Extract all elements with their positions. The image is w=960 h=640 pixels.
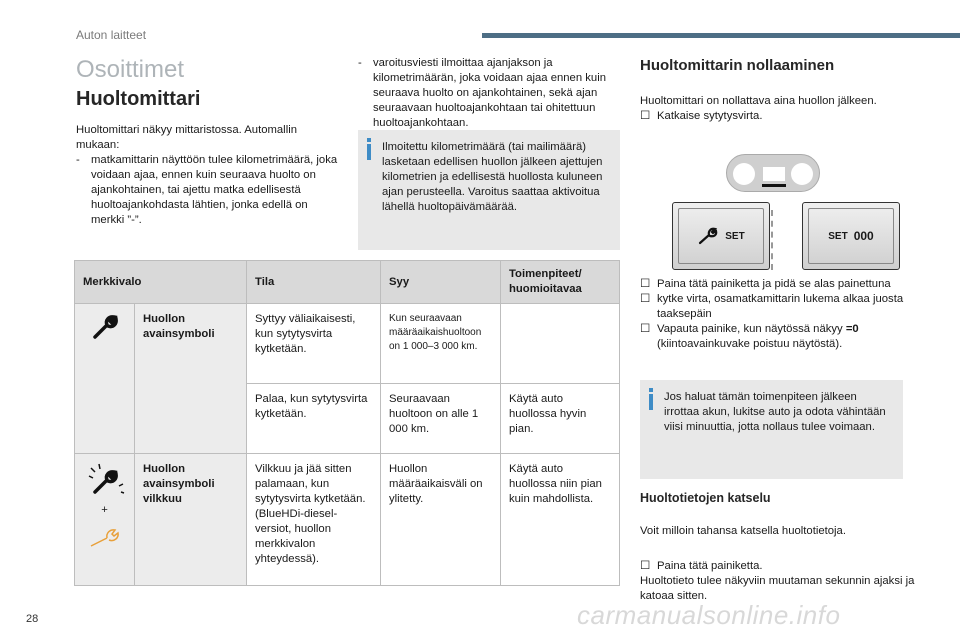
checkbox-bullet-icon: ☐ — [640, 110, 651, 122]
button-label-digits: 000 — [853, 229, 874, 243]
wrench-outline-icon — [85, 524, 125, 552]
table-header-row — [75, 261, 620, 304]
section-title: Huoltomittarin nollaaminen — [640, 57, 835, 74]
info-text: Ilmoitettu kilometrimäärä (tai mailimäärä) lasketaan edellisen huollon jälkeen ajettujen kilometrien ja edellisestä huollosta kuluneen ajan perusteella. Varoitus saattaa aktivoitua lähellä huoltopäivämäärää. — [382, 141, 603, 213]
list-item-text — [657, 322, 915, 352]
table-cell: Huollon määräaikaisväli on ylitetty. — [381, 454, 501, 586]
dashed-divider — [771, 210, 773, 270]
table-cell — [75, 454, 135, 586]
list-item-text: kytke virta, osamatkamittarin lukema alkaa juosta taaksepäin — [657, 293, 904, 320]
table-row — [75, 304, 620, 384]
blinking-wrench-icon — [85, 462, 125, 498]
watermark: carmanualsonline.info — [577, 600, 841, 630]
reset-intro — [640, 94, 910, 124]
paragraph: Voit milloin tahansa katsella huoltotietoja. — [640, 525, 846, 537]
dash-bullet: - — [358, 57, 362, 69]
list-item — [640, 292, 915, 322]
list-item-text: varoitusviesti ilmoittaa ajanjakson ja kilometrimäärän, joka voidaan ajaa ennen kuin seuraava huolto on ajankohtainen, sekä ajan seuraavaan huoltoajankohtaan tai ohitettuun huoltoajankohtaan. — [373, 57, 606, 129]
section-header: Auton laitteet — [76, 28, 147, 42]
list-item-text: Paina tätä painiketta ja pidä se alas painettuna — [657, 278, 891, 290]
page-number: 28 — [26, 613, 39, 625]
text-part: Vapauta painike, kun näytössä näkyy — [657, 323, 846, 335]
view-steps — [640, 559, 915, 604]
button-label: SET — [828, 230, 848, 242]
text-bold: =0 — [845, 323, 859, 335]
indicator-name: Huollon avainsymboli vilkkuu — [135, 454, 247, 586]
table-row — [75, 454, 620, 586]
plus-sign: + — [101, 504, 108, 516]
header-bar — [482, 33, 960, 38]
table-cell — [75, 304, 135, 454]
button-label: SET — [725, 230, 745, 242]
checkbox-bullet-icon: ☐ — [640, 293, 651, 305]
set-button-wrench[interactable] — [672, 202, 770, 270]
set-000-button[interactable] — [802, 202, 900, 270]
info-box — [358, 130, 620, 250]
table-cell: Vilkkuu ja jää sitten palamaan, kun sytytysvirta kytketään. (BlueHDi-diesel-versiot, huollon merkkivalon yhteydessä). — [247, 454, 381, 586]
intro-text-block — [76, 123, 341, 228]
indicator-table — [74, 260, 620, 586]
list-item — [640, 277, 915, 292]
table-cell — [501, 304, 620, 384]
info-icon — [649, 394, 653, 410]
list-item — [640, 109, 910, 124]
list-item-text: Paina tätä painiketta. — [657, 560, 763, 572]
list-item — [358, 56, 620, 131]
button-frame — [678, 208, 764, 264]
wrench-icon — [90, 312, 120, 342]
continued-list — [358, 56, 620, 131]
page-title: Huoltomittari — [76, 88, 201, 110]
table-cell: Käytä auto huollossa niin pian kuin mahdollista. — [501, 454, 620, 586]
dial — [733, 163, 755, 185]
info-icon — [367, 144, 371, 160]
table-cell: Käytä auto huollossa hyvin pian. — [501, 384, 620, 454]
dial — [791, 163, 813, 185]
dash-bullet: - — [76, 154, 80, 166]
table-cell: Kun seuraavaan määräaikaishuoltoon on 1 000–3 000 km. — [381, 304, 501, 384]
list-item-text: Katkaise sytytysvirta. — [657, 110, 763, 122]
display-screen — [763, 167, 785, 181]
list-item — [640, 322, 915, 352]
table-cell: Palaa, kun sytytysvirta kytketään. — [247, 384, 381, 454]
section-title: Huoltotietojen katselu — [640, 491, 771, 505]
text-part: (kiintoavainkuvake poistuu näytöstä). — [657, 338, 843, 350]
chapter-subtitle: Osoittimet — [76, 56, 185, 83]
intro-paragraph: Huoltomittari näkyy mittaristossa. Automallin mukaan: — [76, 124, 297, 151]
indicator-name: Huollon avainsymboli — [135, 304, 247, 454]
table-header: Tila — [247, 261, 381, 304]
checkbox-bullet-icon: ☐ — [640, 278, 651, 290]
info-box — [640, 380, 903, 479]
checkbox-bullet-icon: ☐ — [640, 560, 651, 572]
table-header: Syy — [381, 261, 501, 304]
paragraph: Huoltotieto tulee näkyviin muutaman sekunnin ajaksi ja katoaa sitten. — [640, 575, 915, 602]
checkbox-bullet-icon: ☐ — [640, 323, 651, 335]
table-header: Merkkivalo — [75, 261, 247, 304]
list-item — [640, 559, 915, 574]
list-item-text: matkamittarin näyttöön tulee kilometrimäärä, joka voidaan ajaa, ennen kuin seuraava huolto on ajankohtainen, tai ajettu matka edellisestä huoltoajankohdasta lähtien, jonka edellä on merkki ”-”. — [91, 154, 338, 226]
table-cell: Syttyy väliaikaisesti, kun sytytysvirta kytketään. — [247, 304, 381, 384]
reset-steps — [640, 277, 915, 352]
button-frame — [808, 208, 894, 264]
table-header: Toimenpiteet/ huomioitavaa — [501, 261, 620, 304]
list-item — [76, 153, 341, 228]
display-underline — [762, 184, 786, 187]
info-text: Jos haluat tämän toimenpiteen jälkeen irrottaa akun, lukitse auto ja odota vähintään viisi minuuttia, jotta nollaus tulee voimaan. — [664, 391, 886, 433]
paragraph: Huoltomittari on nollattava aina huollon jälkeen. — [640, 95, 877, 107]
table-cell: Seuraavaan huoltoon on alle 1 000 km. — [381, 384, 501, 454]
